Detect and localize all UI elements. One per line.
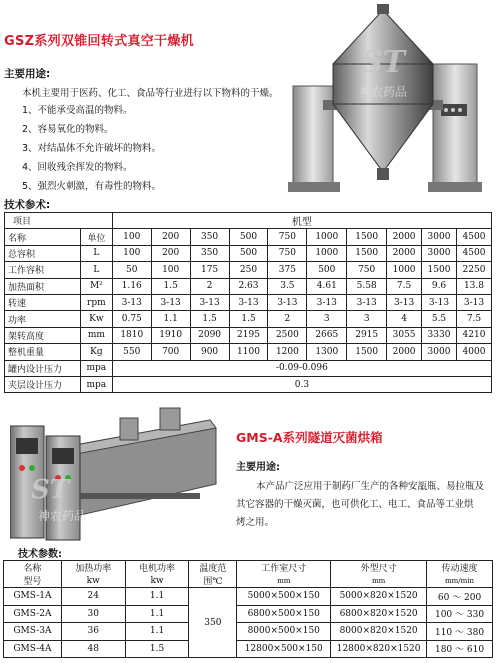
cell: 700 <box>151 344 190 360</box>
cell: 1.5 <box>190 311 229 327</box>
cell: 375 <box>268 262 307 278</box>
cell: 3330 <box>422 327 457 343</box>
gms-title: GMS-A系列隧道灭菌烘箱 <box>236 430 383 445</box>
table-row <box>5 344 492 360</box>
cell: 0.3 <box>112 376 491 392</box>
cell: 4000 <box>456 344 491 360</box>
cell: 5.5 <box>422 311 457 327</box>
row-unit: rpm <box>80 294 112 310</box>
table-row <box>4 623 493 641</box>
cell: 750 <box>268 229 307 245</box>
cell: 3-13 <box>347 294 387 310</box>
cell: 3 <box>347 311 387 327</box>
table-row <box>5 311 492 327</box>
col-unit: kw <box>61 574 125 588</box>
row-unit: Kg <box>80 344 112 360</box>
cell: 1.1 <box>125 588 189 606</box>
cell: 12800×820×1520 <box>331 640 427 658</box>
cell: 4500 <box>456 229 491 245</box>
cell: 0.75 <box>112 311 151 327</box>
cell: 36 <box>61 623 125 641</box>
gsz-spec-table <box>4 212 492 393</box>
table-row <box>5 262 492 278</box>
cell: 2500 <box>268 327 307 343</box>
row-unit: M² <box>80 278 112 294</box>
row-label: 总容积 <box>5 245 81 261</box>
cell: 6800×500×150 <box>237 605 331 623</box>
cell: 2000 <box>387 229 422 245</box>
row-label: 转速 <box>5 294 81 310</box>
row-unit: 单位 <box>80 229 112 245</box>
cell: 175 <box>190 262 229 278</box>
cell: 110 ～ 380 <box>427 623 493 641</box>
cell: 12800×500×150 <box>237 640 331 658</box>
cell: 1910 <box>151 327 190 343</box>
cell: 3000 <box>422 245 457 261</box>
cell: 500 <box>307 262 347 278</box>
cell: 48 <box>61 640 125 658</box>
col-header: 名称 <box>4 561 62 575</box>
cell: 8000×500×150 <box>237 623 331 641</box>
cell: 2.63 <box>229 278 268 294</box>
row-label: 架转高度 <box>5 327 81 343</box>
cell: 100 ～ 330 <box>427 605 493 623</box>
table-row <box>4 588 493 606</box>
cell: GMS-4A <box>4 640 62 658</box>
spec-header-item: 项目 <box>5 213 113 229</box>
cell: 4.61 <box>307 278 347 294</box>
cell: 1.5 <box>151 278 190 294</box>
cell: 5000×500×150 <box>237 588 331 606</box>
cell: 2000 <box>387 245 422 261</box>
cell: 3-13 <box>112 294 151 310</box>
table-row <box>5 376 492 392</box>
cell: 250 <box>229 262 268 278</box>
table-row <box>4 605 493 623</box>
col-header: 电机功率 <box>125 561 189 575</box>
cell: GMS-3A <box>4 623 62 641</box>
cell: 550 <box>112 344 151 360</box>
cell: 2250 <box>456 262 491 278</box>
cell: 100 <box>112 229 151 245</box>
col-unit: mm/min <box>427 574 493 588</box>
row-label: 罐内设计压力 <box>5 360 81 376</box>
cell: 3-13 <box>151 294 190 310</box>
st-logo-watermark: ST <box>361 45 405 80</box>
cell: 2 <box>190 278 229 294</box>
cell: 2000 <box>387 344 422 360</box>
cell: 1500 <box>347 229 387 245</box>
cell: 3-13 <box>456 294 491 310</box>
gsz-title: GSZ系列双锥回转式真空干燥机 <box>4 34 194 49</box>
table-row <box>5 229 492 245</box>
gms-uses-heading: 主要用途: <box>236 462 280 473</box>
cell: 5000×820×1520 <box>331 588 427 606</box>
col-unit: mm <box>331 574 427 588</box>
gms-desc-line: 本产品广泛应用于制药厂生产的各种安瓿瓶、易拉瓶及 <box>256 481 485 492</box>
cell: 3-13 <box>229 294 268 310</box>
cell: 4 <box>387 311 422 327</box>
cell: 3-13 <box>307 294 347 310</box>
shennong-watermark: 神农药品 <box>37 509 87 523</box>
tunnel-oven-photo <box>10 398 218 546</box>
cell: 1.5 <box>229 311 268 327</box>
gms-desc-line: 烤之用。 <box>236 517 275 528</box>
cell: 2665 <box>307 327 347 343</box>
row-label: 工作容积 <box>5 262 81 278</box>
cell: 9.6 <box>422 278 457 294</box>
cell: 60 ～ 200 <box>427 588 493 606</box>
row-label: 名称 <box>5 229 81 245</box>
cell: 4500 <box>456 245 491 261</box>
spec2-unit-row <box>4 574 493 588</box>
cell: 3-13 <box>268 294 307 310</box>
gsz-use-item: 2、容易氧化的物料。 <box>22 124 114 135</box>
cell: 1200 <box>268 344 307 360</box>
cell: 1300 <box>307 344 347 360</box>
cell: 3.5 <box>268 278 307 294</box>
col-unit: 型号 <box>4 574 62 588</box>
cell: 3000 <box>422 229 457 245</box>
cell: 2195 <box>229 327 268 343</box>
cell: 3055 <box>387 327 422 343</box>
cell: 4210 <box>456 327 491 343</box>
col-unit: mm <box>237 574 331 588</box>
gms-desc-line: 其它容器的干燥灭菌，也可供化工、电工、食品等工业烘 <box>236 499 474 510</box>
cell: 500 <box>229 245 268 261</box>
cell: 2915 <box>347 327 387 343</box>
row-label: 整机重量 <box>5 344 81 360</box>
spec-header-row <box>5 213 492 229</box>
cell: 5.58 <box>347 278 387 294</box>
col-header: 传动速度 <box>427 561 493 575</box>
table-row <box>4 640 493 658</box>
gsz-use-item: 1、不能承受高温的物料。 <box>22 105 133 116</box>
cell: 1500 <box>347 245 387 261</box>
cell: GMS-1A <box>4 588 62 606</box>
cell: 30 <box>61 605 125 623</box>
row-label: 加热面积 <box>5 278 81 294</box>
cell: 1000 <box>307 245 347 261</box>
col-header: 工作室尺寸 <box>237 561 331 575</box>
cell: 1.1 <box>151 311 190 327</box>
gsz-use-item: 5、强烈火刺激，有毒性的物料。 <box>22 181 162 192</box>
shennong-watermark: 神农药品 <box>358 85 408 99</box>
cell: 180 ～ 610 <box>427 640 493 658</box>
cell: 350 <box>190 229 229 245</box>
cell: 1100 <box>229 344 268 360</box>
cell: 3 <box>307 311 347 327</box>
double-cone-dryer-photo <box>283 4 491 202</box>
cell: 1500 <box>347 344 387 360</box>
gms-spec-table <box>3 560 493 658</box>
cell: 500 <box>229 229 268 245</box>
cell: -0.09-0.096 <box>112 360 491 376</box>
cell: GMS-2A <box>4 605 62 623</box>
cell: 1.16 <box>112 278 151 294</box>
cell: 6800×820×1520 <box>331 605 427 623</box>
col-header: 加热功率 <box>61 561 125 575</box>
cell: 1810 <box>112 327 151 343</box>
table-row <box>5 294 492 310</box>
cell: 8000×820×1520 <box>331 623 427 641</box>
cell: 1.5 <box>125 640 189 658</box>
row-unit: L <box>80 262 112 278</box>
cell: 50 <box>112 262 151 278</box>
gsz-use-item: 4、回收残余挥发的物料。 <box>22 162 133 173</box>
gms-params-heading: 技术参数: <box>18 549 62 560</box>
row-unit: L <box>80 245 112 261</box>
gsz-use-item: 3、对结晶体不允许破坏的物料。 <box>22 143 162 154</box>
row-label: 功率 <box>5 311 81 327</box>
cell: 24 <box>61 588 125 606</box>
row-label: 夹层设计压力 <box>5 376 81 392</box>
cell: 2 <box>268 311 307 327</box>
gms-description <box>236 478 498 532</box>
cell: 3-13 <box>387 294 422 310</box>
st-logo-watermark: ST <box>30 475 70 505</box>
cell: 2090 <box>190 327 229 343</box>
cell: 1500 <box>422 262 457 278</box>
cell: 1.1 <box>125 605 189 623</box>
gsz-params-heading: 技术参术: <box>4 199 51 211</box>
cell: 1.1 <box>125 623 189 641</box>
table-row <box>5 278 492 294</box>
spec-header-model: 机型 <box>112 213 491 229</box>
col-unit: kw <box>125 574 189 588</box>
cell: 900 <box>190 344 229 360</box>
temp-range-cell: 350 <box>189 588 237 658</box>
cell: 750 <box>268 245 307 261</box>
cell: 7.5 <box>387 278 422 294</box>
cell: 1000 <box>307 229 347 245</box>
row-unit: Kw <box>80 311 112 327</box>
cell: 1000 <box>387 262 422 278</box>
cell: 3000 <box>422 344 457 360</box>
spec2-header-row <box>4 561 493 575</box>
col-header: 温度范 <box>189 561 237 575</box>
row-unit: mpa <box>80 376 112 392</box>
table-row <box>5 360 492 376</box>
cell: 350 <box>190 245 229 261</box>
cell: 200 <box>151 245 190 261</box>
cell: 7.5 <box>456 311 491 327</box>
row-unit: mm <box>80 327 112 343</box>
cell: 3-13 <box>422 294 457 310</box>
col-header: 外型尺寸 <box>331 561 427 575</box>
cell: 100 <box>112 245 151 261</box>
gsz-intro: 本机主要用于医药、化工、食品等行业进行以下物料的干燥。 <box>22 88 279 99</box>
row-unit: mpa <box>80 360 112 376</box>
cell: 200 <box>151 229 190 245</box>
table-row <box>5 245 492 261</box>
cell: 13.8 <box>456 278 491 294</box>
cell: 3-13 <box>190 294 229 310</box>
cell: 750 <box>347 262 387 278</box>
gsz-uses-list <box>22 105 272 200</box>
col-unit: 围℃ <box>189 574 237 588</box>
cell: 100 <box>151 262 190 278</box>
table-row <box>5 327 492 343</box>
gsz-uses-heading: 主要用途: <box>4 68 51 80</box>
